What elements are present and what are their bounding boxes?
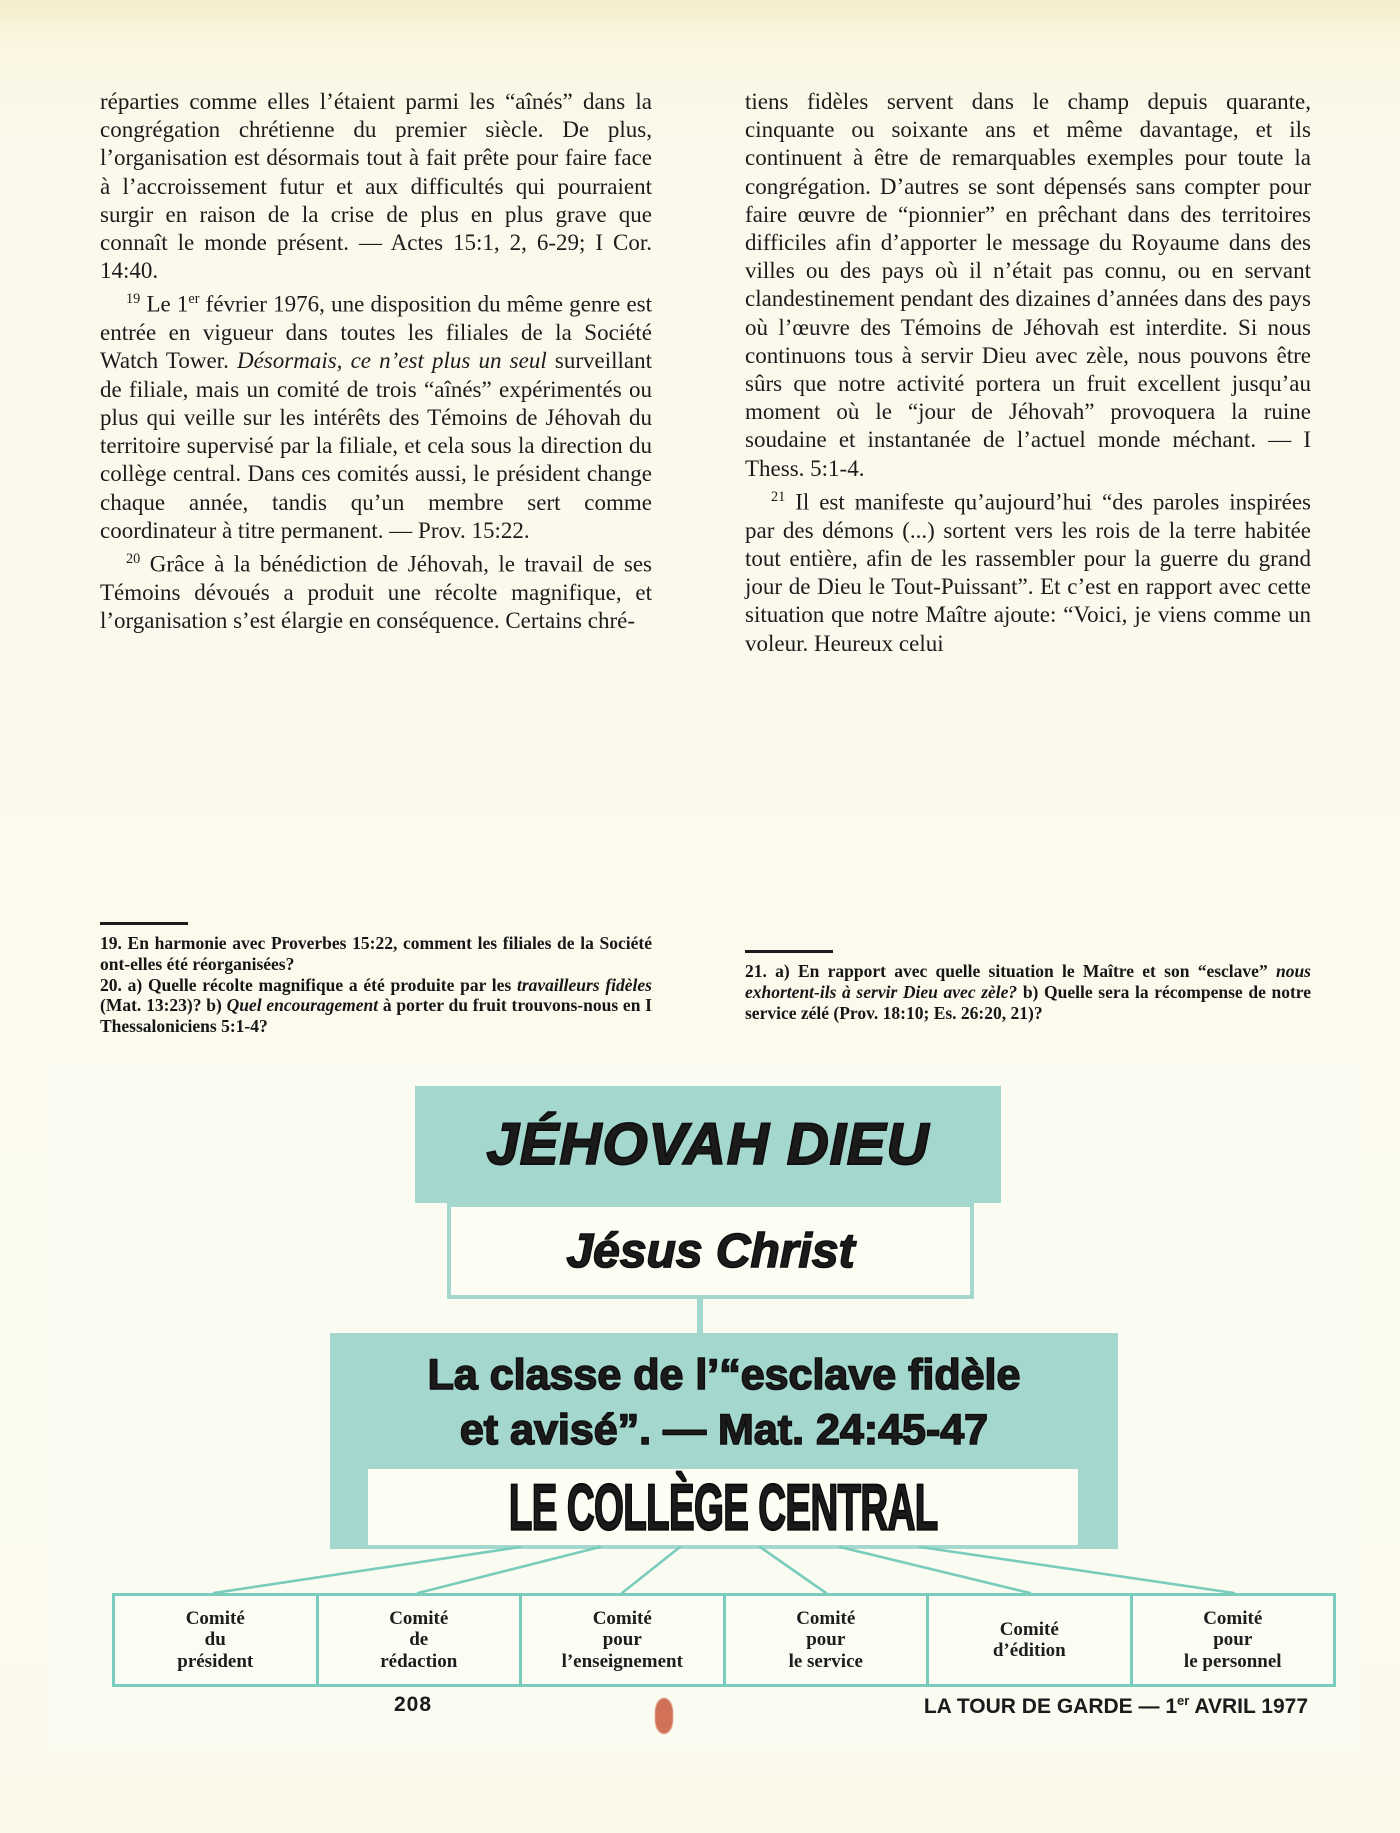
- committee-box-service: Comité pour le service: [723, 1593, 930, 1687]
- paragraph-continuation: réparties comme elles l’étaient parmi les “aînés” dans la congrégation chrétienne du premier siècle. De plus, l’organisation est désormais tout à fait prête pour faire face à l’accroissement futur et aux difficultés qui pourraient surgir en raison de la crise de plus en plus grave que connaît le monde présent. — Actes 15:1, 2, 6-29; I Cor. 14:40.: [100, 89, 652, 284]
- footnote-20: 20. a) Quelle récolte magnifique a été produite par les travailleurs fidèles (Mat. 13:23)? b) Quel encouragement à porter du fruit trouvons-nous en I Thessaloniciens 5:1-4?: [100, 974, 652, 1037]
- ink-smudge: [655, 1698, 673, 1734]
- committee-box-personnel: Comité pour le personnel: [1130, 1593, 1337, 1687]
- chart-box-jesus-christ: [447, 1203, 974, 1299]
- chart-connector-line: [697, 1299, 703, 1335]
- chart-fan-lines: [0, 1543, 1400, 1599]
- footnote-separator: [745, 950, 833, 953]
- left-column: [100, 88, 652, 635]
- footnote-21: 21. a) En rapport avec quelle situation le Maître et son “esclave” nous exhortent-ils à servir Dieu avec zèle? b) Quelle sera la récompense de notre service zélé (Prov. 18:10; Es. 26:20, 21)?: [745, 961, 1312, 1023]
- chart-label-jehovah-dieu: JÉHOVAH DIEU: [486, 1112, 930, 1177]
- page-number: 208: [394, 1693, 433, 1716]
- chart-label-jesus-christ: Jésus Christ: [566, 1224, 855, 1278]
- right-column: [745, 88, 1311, 658]
- committee-box-enseignement: Comité pour l’enseignement: [519, 1593, 726, 1687]
- paragraph-continuation-right: tiens fidèles servent dans le champ depuis quarante, cinquante ou soixante ans et même davantage, et ils continuent à être de remarquables exemples pour toute la congrégation. D’autres se sont dépensés sans compter pour faire œuvre de “pionnier” en prêchant dans des territoires difficiles afin d’apporter le message du Royaume dans des villes ou des pays où il n’était pas connu, ou en servant clandestinement pendant des dizaines d’années dans des pays où l’œuvre des Témoins de Jéhovah est interdite. Si nous continuons tous à servir Dieu avec zèle, nous pouvons être sûrs que notre activité portera un fruit excellent jusqu’au moment où le “jour de Jéhovah” provoquera la ruine soudaine et instantanée de l’actuel monde méchant. — I Thess. 5:1-4.: [745, 89, 1311, 481]
- chart-box-governing-body: [368, 1469, 1078, 1545]
- committee-box-edition: Comité d’édition: [926, 1593, 1133, 1687]
- committee-box-president: Comité du président: [112, 1593, 319, 1687]
- paragraph-19: $^{19}$ Le 1er février 1976, une disposition du même genre est entrée en vigueur dans toutes les filiales de la Société Watch Tower. Désormais, ce n’est plus un seul surveillant de filiale, mais un comité de trois “aînés” expérimentés ou plus qui veille sur les intérêts des Témoins de Jéhovah du territoire supervisé par la filiale, et cela sous la direction du collège central. Dans ces comités aussi, le président change chaque année, tandis qu’un membre sert comme coordinateur à titre permanent. — Prov. 15:22.: [100, 291, 652, 543]
- chart-label-governing-body: LE COLLÈGE CENTRAL: [508, 1470, 938, 1544]
- committee-row: [112, 1593, 1336, 1687]
- chart-box-slave-class: [330, 1333, 1118, 1549]
- paragraph-21: $^{21}$ Il est manifeste qu’aujourd’hui “des paroles inspirées par des démons (...) sortent vers les rois de la terre habitée tout entière, afin de les rassembler pour la guerre du grand jour de Dieu le Tout-Puissant”. Et c’est en rapport avec cette situation que notre Maître ajoute: “Voici, je viens comme un voleur. Heureux celui: [745, 488, 1311, 656]
- committee-box-redaction: Comité de rédaction: [316, 1593, 523, 1687]
- issue-line: LA TOUR DE GARDE — 1er AVRIL 1977: [923, 1693, 1308, 1718]
- right-footnotes: [745, 950, 1311, 1023]
- chart-label-slave-class: La classe de l’“esclave fidèle et avisé”. — Mat. 24:45-47: [427, 1351, 1021, 1454]
- left-footnotes: [100, 922, 652, 1037]
- chart-box-jehovah-dieu: [415, 1086, 1001, 1203]
- paragraph-20: $^{20}$ Grâce à la bénédiction de Jéhovah, le travail de ses Témoins dévoués a produit une récolte magnifique, et l’organisation s’est élargie en conséquence. Certains chré-: [100, 550, 652, 633]
- footnote-19: 19. En harmonie avec Proverbes 15:22, comment les filiales de la Société ont-elles été réorganisées?: [100, 933, 652, 974]
- footnote-separator: [100, 922, 188, 925]
